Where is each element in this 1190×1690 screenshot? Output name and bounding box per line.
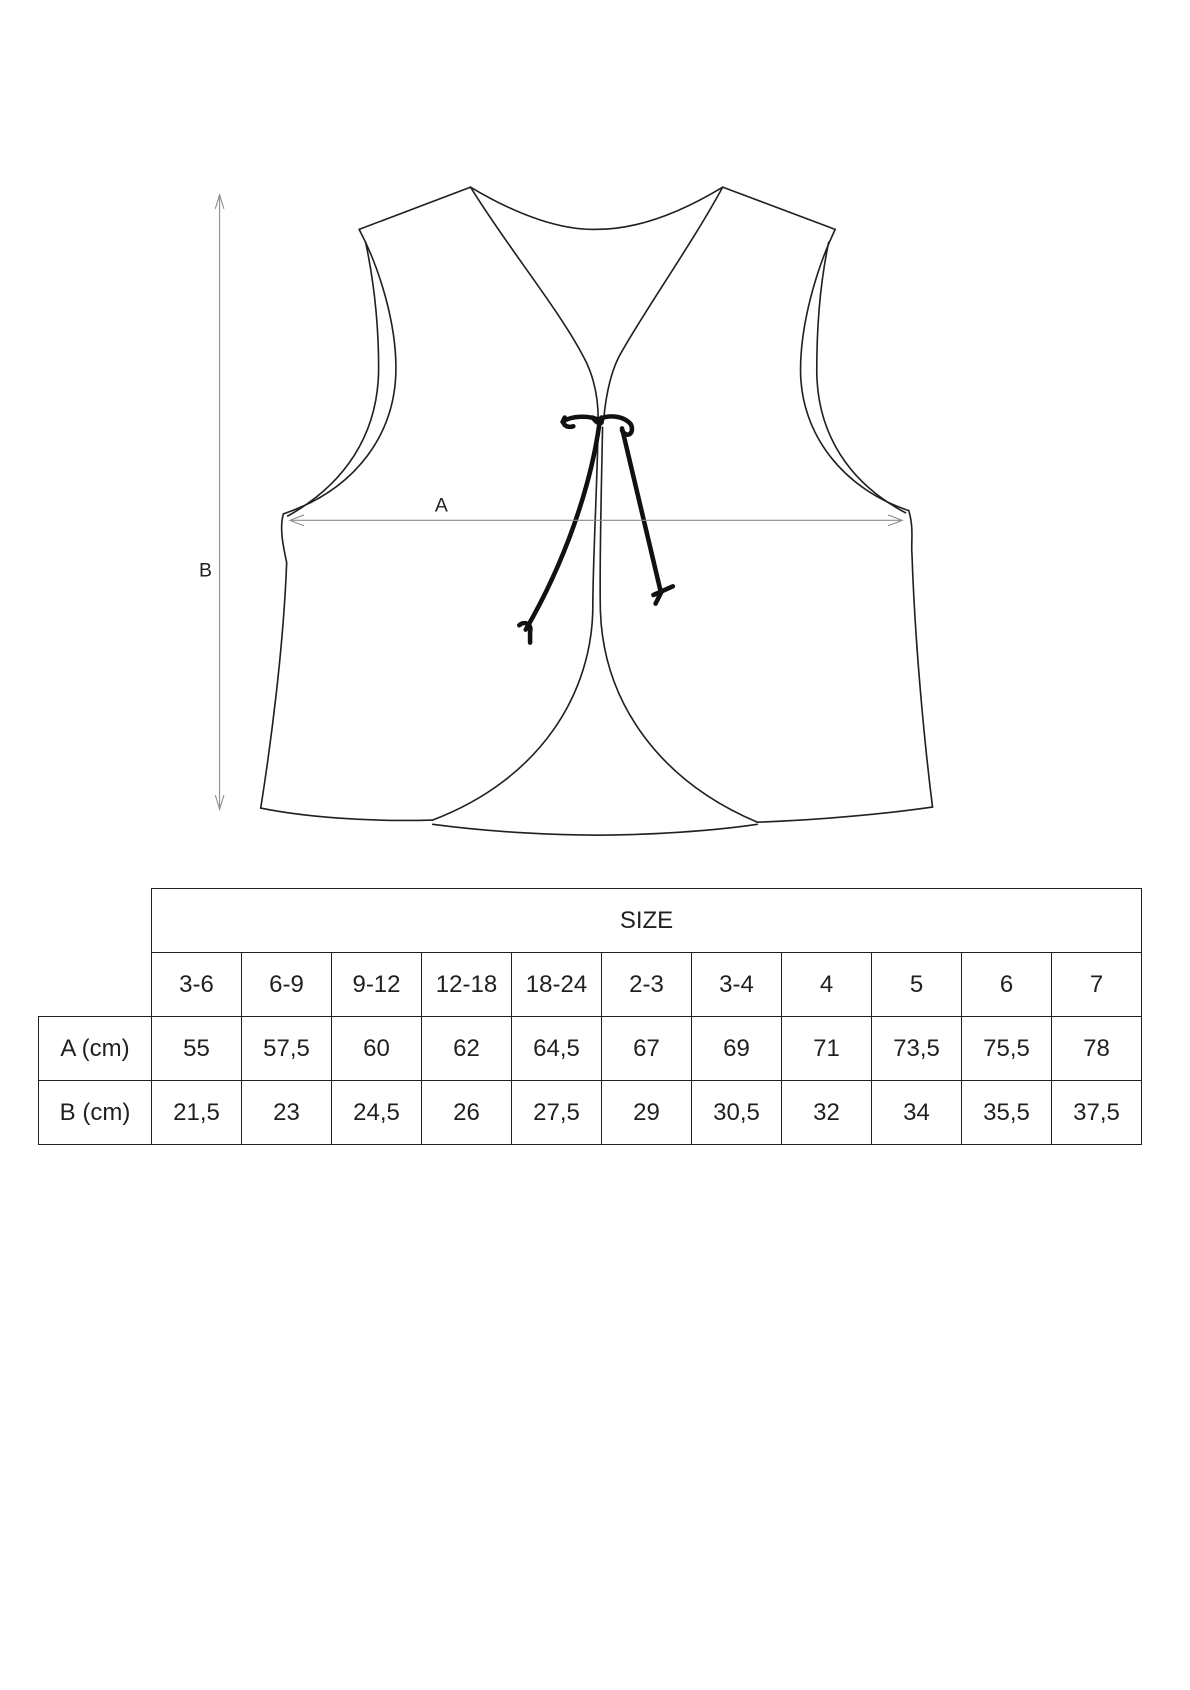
- size-label: 6-9: [242, 953, 332, 1017]
- size-header: SIZE: [152, 889, 1142, 953]
- value-cell: 32: [782, 1081, 872, 1145]
- measure-label-a: A: [434, 494, 448, 517]
- size-label: 7: [1052, 953, 1142, 1017]
- left-side-seam: [261, 514, 287, 808]
- value-cell: 75,5: [962, 1017, 1052, 1081]
- left-armhole-facing: [288, 242, 379, 516]
- table-row-b: [39, 1081, 1142, 1145]
- size-label: 3-6: [152, 953, 242, 1017]
- table-row-a: [39, 1017, 1142, 1081]
- value-cell: 26: [422, 1081, 512, 1145]
- size-table: [38, 888, 1142, 1145]
- size-label: 4: [782, 953, 872, 1017]
- value-cell: 62: [422, 1017, 512, 1081]
- row-label-a: A (cm): [39, 1017, 152, 1081]
- value-cell: 34: [872, 1081, 962, 1145]
- value-cell: 23: [242, 1081, 332, 1145]
- value-cell: 60: [332, 1017, 422, 1081]
- size-label: 12-18: [422, 953, 512, 1017]
- tie-cord-right-end: [653, 586, 672, 603]
- size-labels-row: [39, 953, 1142, 1017]
- right-front-hem: [757, 807, 932, 822]
- right-side-seam: [909, 511, 933, 807]
- value-cell: 21,5: [152, 1081, 242, 1145]
- value-cell: 37,5: [1052, 1081, 1142, 1145]
- value-cell: 71: [782, 1017, 872, 1081]
- value-cell: 55: [152, 1017, 242, 1081]
- tie-cord-left: [526, 424, 600, 630]
- left-front-edge: [433, 422, 599, 820]
- value-cell: 27,5: [512, 1081, 602, 1145]
- size-label: 3-4: [692, 953, 782, 1017]
- value-cell: 64,5: [512, 1017, 602, 1081]
- row-label-b: B (cm): [39, 1081, 152, 1145]
- size-label: 2-3: [602, 953, 692, 1017]
- right-front-edge: [600, 427, 757, 822]
- value-cell: 30,5: [692, 1081, 782, 1145]
- size-header-row: [39, 889, 1142, 953]
- right-shoulder-seam: [723, 187, 836, 229]
- table-corner-empty: [39, 953, 152, 1017]
- right-front-neckline: [604, 187, 723, 420]
- left-front-neckline: [471, 187, 599, 420]
- left-front-hem: [261, 808, 433, 820]
- value-cell: 69: [692, 1017, 782, 1081]
- back-hem: [433, 824, 758, 835]
- size-label: 5: [872, 953, 962, 1017]
- value-cell: 67: [602, 1017, 692, 1081]
- tie-cord-right: [622, 428, 661, 592]
- value-cell: 35,5: [962, 1081, 1052, 1145]
- value-cell: 29: [602, 1081, 692, 1145]
- table-corner-empty: [39, 889, 152, 953]
- value-cell: 24,5: [332, 1081, 422, 1145]
- size-label: 18-24: [512, 953, 602, 1017]
- back-neckline: [471, 187, 723, 229]
- size-label: 9-12: [332, 953, 422, 1017]
- size-label: 6: [962, 953, 1052, 1017]
- right-armhole-facing: [817, 242, 906, 512]
- tie-cord-left-end: [519, 623, 530, 642]
- value-cell: 73,5: [872, 1017, 962, 1081]
- value-cell: 78: [1052, 1017, 1142, 1081]
- measure-label-b: B: [199, 559, 213, 582]
- left-shoulder-seam: [359, 187, 470, 229]
- value-cell: 57,5: [242, 1017, 332, 1081]
